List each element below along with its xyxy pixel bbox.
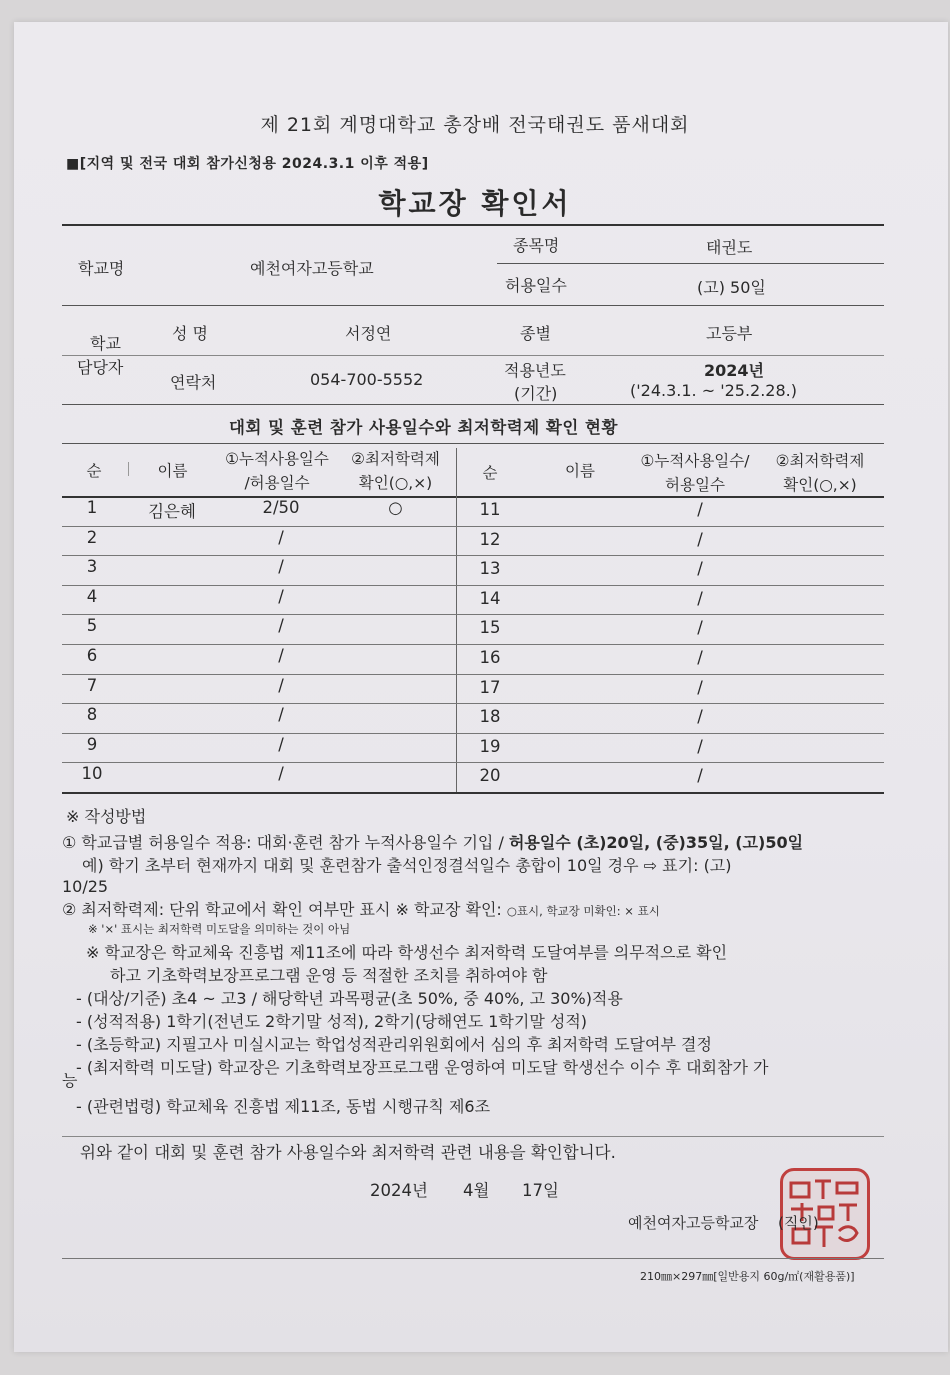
contact-value: 054-700-5552 xyxy=(310,370,424,389)
year-value: 2024년 xyxy=(704,361,764,380)
table-bottom-border xyxy=(62,792,884,794)
table-row-days: / xyxy=(697,766,703,786)
table-row-num: 11 xyxy=(479,500,501,519)
note-3: ※ 학교장은 학교체육 진흥법 제11조에 따라 학생선수 최저학력 도달여부를 의무적으로 확인 xyxy=(86,943,728,962)
detail-law: - (관련법령) 학교체육 진흥법 제11조, 동법 시행규칙 제6조 xyxy=(76,1097,491,1116)
date-year: 2024년 xyxy=(370,1181,428,1200)
header-num-right: 순 xyxy=(482,464,498,482)
table-row-num: 12 xyxy=(479,529,501,549)
table-row-num: 9 xyxy=(86,734,98,754)
table-row-days: 2/50 xyxy=(262,498,300,517)
table-row-days: / xyxy=(697,736,703,756)
table-row-num: 16 xyxy=(479,648,501,667)
table-row-num: 4 xyxy=(86,586,98,606)
date-month: 4월 xyxy=(463,1181,490,1200)
note-2-sub: ※ '×' 표시는 최저학력 미도달을 의미하는 것이 아님 xyxy=(88,922,351,936)
table-row-days: / xyxy=(278,705,284,725)
header-check-left-1: ②최저학력제 xyxy=(351,450,440,468)
allowed-days-value: (고) 50일 xyxy=(697,278,766,297)
info-bottom-border xyxy=(62,404,884,405)
table-row-num: 13 xyxy=(479,559,501,579)
info-divider xyxy=(62,355,884,356)
table-row-num: 10 xyxy=(81,764,103,784)
table-row-num: 19 xyxy=(479,736,501,756)
table-row-divider xyxy=(62,644,884,645)
table-row-divider xyxy=(62,555,884,556)
event-value: 태권도 xyxy=(706,238,753,257)
header-check-left-2: 확인(○,×) xyxy=(358,474,433,492)
paper-spec: 210㎜×297㎜[일반용지 60g/㎡(재활용품)] xyxy=(640,1270,855,1283)
header-days-left-2: /허용일수 xyxy=(244,474,310,492)
header-tick xyxy=(128,462,129,476)
year-label: 적용년도 xyxy=(504,361,566,380)
table-title: 대회 및 훈련 참가 사용일수와 최저학력제 확인 현황 xyxy=(229,418,618,437)
table-row-days: / xyxy=(278,527,284,547)
table-row-divider xyxy=(62,733,884,734)
table-row-name: 김은혜 xyxy=(148,502,196,521)
header-name-left: 이름 xyxy=(157,462,188,480)
table-row-days: / xyxy=(697,559,703,579)
table-row-num: 3 xyxy=(86,557,98,577)
table-row-days: / xyxy=(697,707,703,727)
apply-note: ■[지역 및 전국 대회 참가신청용 2024.3.1 이후 적용] xyxy=(66,156,429,172)
table-row-divider xyxy=(62,585,884,586)
table-row-days: / xyxy=(278,675,284,695)
contact-label: 연락처 xyxy=(170,373,217,392)
note-2-text: ② 최저학력제: 단위 학교에서 확인 여부만 표시 ※ 학교장 확인: xyxy=(62,900,507,919)
note-1-example: 예) 학기 초부터 현재까지 대회 및 훈련참가 출석인정결석일수 총합이 10일 경우 ⇨ 표기: (고) xyxy=(82,856,732,875)
type-label: 종별 xyxy=(520,324,551,343)
note-1 xyxy=(62,831,803,854)
name-label: 성 명 xyxy=(172,324,208,343)
document-title: 학교장 확인서 xyxy=(378,187,572,220)
detail-target: - (대상/기준) 초4 ~ 고3 / 해당학년 과목평균(초 50%, 중 40%, 고 30%)적용 xyxy=(76,989,623,1008)
period-value: ('24.3.1. ~ '25.2.28.) xyxy=(630,381,797,400)
table-row-days: / xyxy=(697,618,703,638)
table-center-divider xyxy=(456,448,457,793)
note-1-bold: 허용일수 (초)20일, (중)35일, (고)50일 xyxy=(508,833,804,852)
type-value: 고등부 xyxy=(706,324,753,343)
detail-grade: - (성적적용) 1학기(전년도 2학기말 성적), 2학기(당해연도 1학기말 성적) xyxy=(76,1012,588,1031)
table-row-divider xyxy=(62,703,884,704)
table-row-days: / xyxy=(278,764,284,784)
table-row-num: 2 xyxy=(86,527,98,547)
table-row-days: / xyxy=(697,500,703,519)
table-row-days: / xyxy=(697,588,703,608)
detail-below-minimum: - (최저학력 미도달) 학교장은 기초학력보장프로그램 운영하여 미도달 학생선수 이수 후 대회참가 가 xyxy=(76,1058,769,1077)
detail-elementary: - (초등학교) 지필고사 미실시교는 학업성적관리위원회에서 심의 후 최저학력 도달여부 결정 xyxy=(76,1035,712,1054)
table-row-num: 18 xyxy=(479,707,501,727)
table-row-days: / xyxy=(278,616,284,636)
school-label: 학교명 xyxy=(78,259,125,278)
table-top-border xyxy=(62,443,884,444)
table-row-num: 20 xyxy=(479,766,501,786)
note-2-mark: ○표시, 학교장 미확인: × 표시 xyxy=(506,904,660,918)
name-value: 서정연 xyxy=(345,324,392,343)
info-top-border xyxy=(62,224,884,226)
table-row-num: 8 xyxy=(86,705,98,725)
table-row-num: 15 xyxy=(479,618,501,638)
info-divider xyxy=(497,263,884,264)
table-row-num: 14 xyxy=(479,588,501,608)
note-1-example-value: 10/25 xyxy=(62,877,109,896)
footer-border xyxy=(62,1258,884,1259)
event-label: 종목명 xyxy=(513,236,560,255)
header-num-left: 순 xyxy=(86,462,102,480)
table-row-days: / xyxy=(278,646,284,665)
header-days-right-2: 허용일수 xyxy=(665,476,725,494)
table-row-days: / xyxy=(278,734,284,754)
signer-name: 예천여자고등학교장 xyxy=(628,1214,759,1232)
table-row-num: 1 xyxy=(86,498,98,517)
table-row-divider xyxy=(62,674,884,675)
notes-heading: ※ 작성방법 xyxy=(66,807,147,826)
note-1-text: ① 학교급별 허용일수 적용: 대회·훈련 참가 누적사용일수 기입 / xyxy=(62,833,509,852)
note-3-cont: 하고 기초학력보장프로그램 운영 등 적절한 조치를 취하여야 함 xyxy=(110,966,548,985)
header-check-right-2: 확인(○,×) xyxy=(783,476,857,494)
table-row-days: / xyxy=(697,529,703,549)
confirm-top-border xyxy=(62,1136,884,1137)
manager-label-2: 담당자 xyxy=(77,358,124,377)
table-row-divider xyxy=(62,526,884,527)
table-row-days: / xyxy=(278,557,284,577)
table-row-num: 17 xyxy=(479,677,501,697)
table-row-num: 6 xyxy=(86,646,98,665)
allowed-days-label: 허용일수 xyxy=(505,276,567,295)
period-label: (기간) xyxy=(514,384,558,403)
table-row-days: / xyxy=(697,677,703,697)
table-row-num: 5 xyxy=(86,616,98,636)
header-check-right-1: ②최저학력제 xyxy=(775,452,865,470)
date-day: 17일 xyxy=(522,1181,559,1200)
table-row-days: / xyxy=(697,648,703,667)
header-name-right: 이름 xyxy=(565,462,595,480)
header-days-right-1: ①누적사용일수/ xyxy=(640,452,750,470)
manager-label: 학교 xyxy=(90,334,121,353)
table-row-check: ○ xyxy=(388,498,403,517)
info-divider xyxy=(62,305,884,306)
table-row-num: 7 xyxy=(86,675,98,695)
school-value: 예천여자고등학교 xyxy=(250,259,374,278)
header-days-left-1: ①누적사용일수 xyxy=(225,450,329,468)
table-row-days: / xyxy=(278,586,284,606)
table-row-divider xyxy=(62,762,884,763)
table-row-divider xyxy=(62,614,884,615)
detail-below-minimum-cont: 능 xyxy=(62,1071,78,1090)
confirm-statement: 위와 같이 대회 및 훈련 참가 사용일수와 최저학력 관련 내용을 확인합니다. xyxy=(80,1143,616,1162)
event-title: 제 21회 계명대학교 총장배 전국태권도 품새대회 xyxy=(260,114,690,136)
signer-seal-note: (직인) xyxy=(778,1214,819,1232)
